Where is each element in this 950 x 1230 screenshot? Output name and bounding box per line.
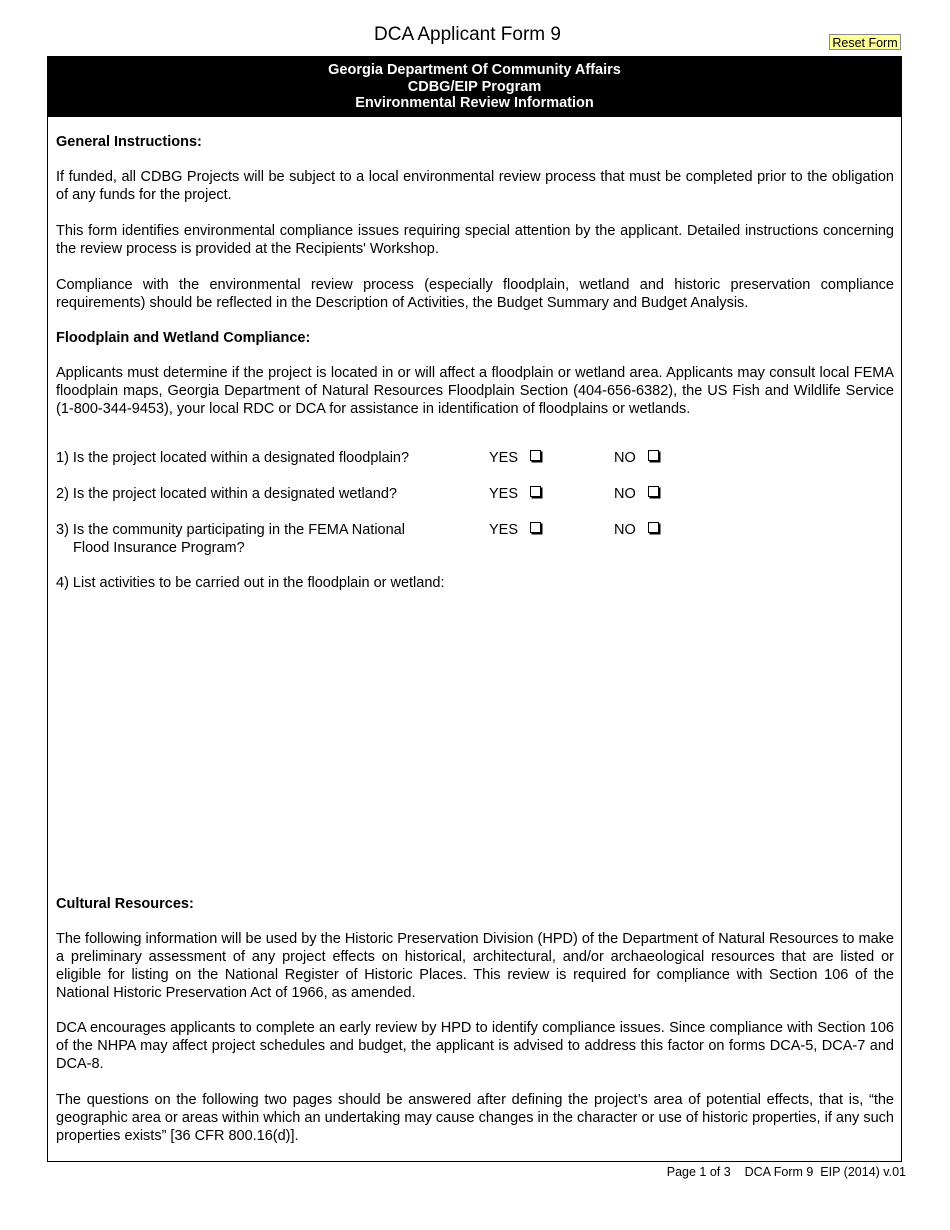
question-2-no (614, 485, 659, 503)
question-1-line: 1) Is the project located within a designated floodplain? (56, 450, 410, 466)
banner-subtitle: Environmental Review Information (355, 95, 594, 111)
question-3-no-checkbox[interactable] (648, 522, 659, 533)
question-2-line: 2) Is the project located within a designated wetland? (56, 486, 397, 502)
question-3-line-2: Flood Insurance Program? (73, 540, 245, 556)
reset-form-button[interactable]: Reset Form (829, 34, 901, 50)
cultural-paragraph-2: DCA encourages applicants to complete an early review by HPD to identify compliance issues. Since compliance with Section 106 of the NHPA may affect project schedules and budget, the applicant is advised to address this factor on forms DCA-5, DCA-7 and DCA-8. (56, 1020, 894, 1072)
question-1-no-checkbox[interactable] (648, 450, 659, 461)
general-paragraph-3: Compliance with the environmental review process (especially floodplain, wetland and historic preservation compliance requirements) should be reflected in the Description of Activities, the Budget Summary and Budget Analysis. (56, 277, 894, 311)
question-3-yes (489, 521, 541, 539)
question-1-yes (489, 449, 541, 467)
page-footer: Page 1 of 3 DCA Form 9 EIP (2014) v.01 (666, 1165, 906, 1179)
yes-label: YES (489, 486, 519, 502)
floodplain-paragraph: Applicants must determine if the project is located in or will affect a floodplain or wetland area. Applicants may consult local FEMA floodplain maps, Georgia Department of Natural Resources Floodplain Section (404-656-6382), the US Fish and Wildlife Service (1-800-344-9453), your local RDC or DCA for assistance in identification of floodplains or wetlands. (56, 365, 894, 417)
question-3-no (614, 521, 659, 539)
form-title: DCA Applicant Form 9 (374, 24, 561, 45)
question-2-no-checkbox[interactable] (648, 486, 659, 497)
question-2-yes-checkbox[interactable] (530, 486, 541, 497)
floodplain-heading: Floodplain and Wetland Compliance: (56, 330, 311, 346)
question-3-text (56, 521, 456, 557)
question-3 (56, 521, 894, 559)
question-2-yes (489, 485, 541, 503)
banner-agency: Georgia Department Of Community Affairs (328, 62, 621, 78)
question-2-text (56, 485, 456, 503)
yes-label: YES (489, 522, 519, 538)
question-1 (56, 449, 894, 469)
question-4-label: 4) List activities to be carried out in the floodplain or wetland: (56, 575, 445, 591)
question-3-yes-checkbox[interactable] (530, 522, 541, 533)
question-3-line-1: 3) Is the community participating in the FEMA National (56, 522, 405, 538)
banner-program: CDBG/EIP Program (407, 78, 542, 95)
yes-label: YES (489, 450, 519, 466)
cultural-paragraph-3: The questions on the following two pages should be answered after defining the project’s area of potential effects, that is, “the geographic area or areas within which an undertaking may cause changes in the character or use of historic properties, if any such properties exists” [36 CFR 800.16(d)]. (56, 1092, 894, 1144)
cultural-resources-heading: Cultural Resources: (56, 896, 194, 912)
cultural-paragraph-1: The following information will be used by the Historic Preservation Division (HPD) of the Department of Natural Resources to make a preliminary assessment of any project effects on historical, architectural, and/or archaeological resources that are listed or eligible for listing on the National Register of Historic Places. This review is required for compliance with Section 106 of the National Historic Preservation Act of 1966, as amended. (56, 931, 894, 1001)
floodplain-activities-field[interactable] (56, 602, 898, 886)
question-1-text (56, 449, 456, 467)
general-paragraph-1: If funded, all CDBG Projects will be subject to a local environmental review process that must be completed prior to the obligation of any funds for the project. (56, 169, 894, 203)
no-label: NO (614, 450, 636, 466)
header-banner (47, 56, 902, 117)
general-instructions-heading: General Instructions: (56, 134, 202, 150)
question-2 (56, 485, 894, 505)
question-1-yes-checkbox[interactable] (530, 450, 541, 461)
general-paragraph-2: This form identifies environmental compliance issues requiring special attention by the applicant. Detailed instructions concerning the review process is provided at the Recipients' Workshop. (56, 223, 894, 257)
no-label: NO (614, 522, 636, 538)
question-1-no (614, 449, 659, 467)
no-label: NO (614, 486, 636, 502)
